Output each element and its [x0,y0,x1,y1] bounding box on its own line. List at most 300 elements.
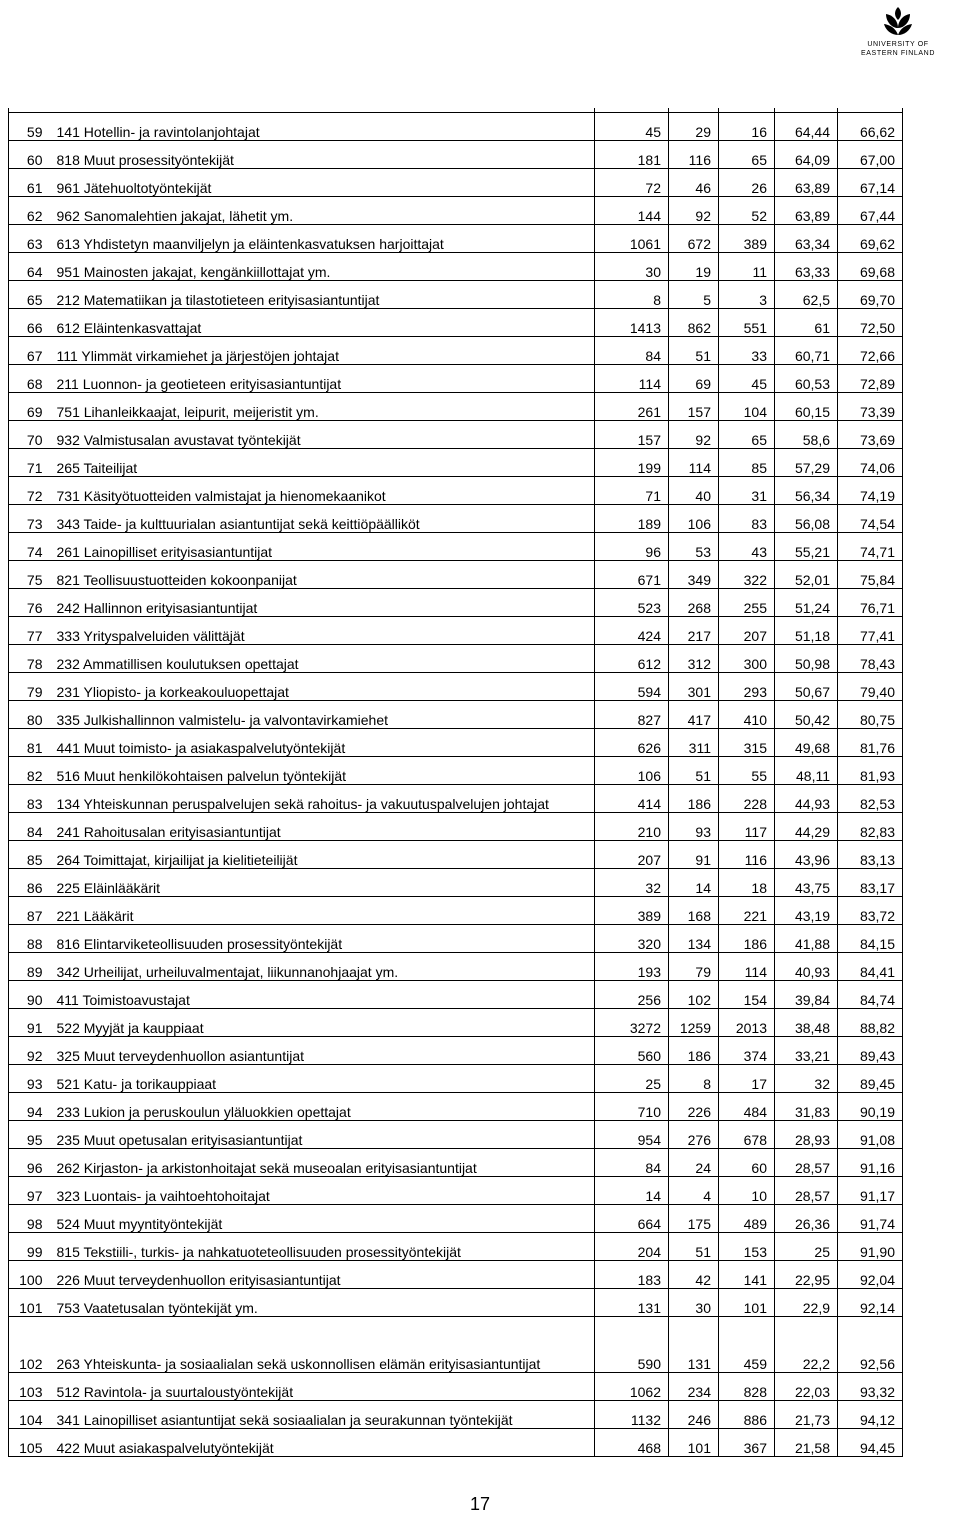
cumulative-cell: 89,45 [838,1065,903,1093]
cumulative-cell: 79,40 [838,673,903,701]
table-row [9,729,903,757]
percent-cell: 63,89 [775,197,838,225]
total-cell: 193 [595,953,669,981]
value-a-cell: 168 [669,897,719,925]
value-a-cell: 417 [669,701,719,729]
value-b-cell: 101 [719,1289,775,1317]
total-cell: 3272 [595,1009,669,1037]
table-row [9,449,903,477]
cumulative-cell: 72,50 [838,309,903,337]
cumulative-cell: 80,75 [838,701,903,729]
rank-cell: 74 [9,533,49,561]
value-b-cell: 489 [719,1205,775,1233]
percent-cell: 43,75 [775,869,838,897]
percent-cell: 22,03 [775,1373,838,1401]
table-row [9,365,903,393]
table-row [9,1317,903,1373]
occupation-cell: 231 Yliopisto- ja korkeakouluopettajat [49,673,595,701]
rank-cell: 89 [9,953,49,981]
occupation-cell: 233 Lukion ja peruskoulun yläluokkien opettajat [49,1093,595,1121]
value-b-cell: 207 [719,617,775,645]
table-row [9,1009,903,1037]
value-b-cell: 31 [719,477,775,505]
total-cell: 1061 [595,225,669,253]
value-b-cell: 828 [719,1373,775,1401]
value-a-cell: 46 [669,169,719,197]
value-a-cell: 101 [669,1429,719,1457]
table-row [9,1401,903,1429]
percent-cell: 63,34 [775,225,838,253]
occupation-cell: 211 Luonnon- ja geotieteen erityisasiantuntijat [49,365,595,393]
cumulative-cell: 92,56 [838,1317,903,1373]
value-a-cell: 349 [669,561,719,589]
total-cell: 827 [595,701,669,729]
percent-cell: 33,21 [775,1037,838,1065]
total-cell: 207 [595,841,669,869]
table-row [9,589,903,617]
rank-cell: 93 [9,1065,49,1093]
value-a-cell: 92 [669,197,719,225]
occupation-cell: 516 Muut henkilökohtaisen palvelun työntekijät [49,757,595,785]
rank-cell: 102 [9,1317,49,1373]
value-b-cell: 65 [719,141,775,169]
percent-cell: 22,95 [775,1261,838,1289]
occupation-cell: 141 Hotellin- ja ravintolanjohtajat [49,113,595,141]
occupation-cell: 242 Hallinnon erityisasiantuntijat [49,589,595,617]
total-cell: 1413 [595,309,669,337]
total-cell: 710 [595,1093,669,1121]
occupation-cell: 962 Sanomalehtien jakajat, lähetit ym. [49,197,595,225]
occupation-cell: 753 Vaatetusalan työntekijät ym. [49,1289,595,1317]
value-a-cell: 69 [669,365,719,393]
rank-cell: 97 [9,1177,49,1205]
percent-cell: 57,29 [775,449,838,477]
table-row [9,757,903,785]
percent-cell: 21,73 [775,1401,838,1429]
value-b-cell: 60 [719,1149,775,1177]
rank-cell: 92 [9,1037,49,1065]
table-row [9,869,903,897]
value-b-cell: 117 [719,813,775,841]
total-cell: 954 [595,1121,669,1149]
value-a-cell: 862 [669,309,719,337]
rank-cell: 75 [9,561,49,589]
value-a-cell: 51 [669,1233,719,1261]
rank-cell: 60 [9,141,49,169]
value-b-cell: 2013 [719,1009,775,1037]
value-b-cell: 255 [719,589,775,617]
percent-cell: 49,68 [775,729,838,757]
total-cell: 210 [595,813,669,841]
total-cell: 204 [595,1233,669,1261]
occupation-cell: 333 Yrityspalveluiden välittäjät [49,617,595,645]
cumulative-cell: 78,43 [838,645,903,673]
cumulative-cell: 67,14 [838,169,903,197]
table-row [9,113,903,141]
percent-cell: 63,89 [775,169,838,197]
value-b-cell: 33 [719,337,775,365]
rank-cell: 80 [9,701,49,729]
occupation-cell: 221 Lääkärit [49,897,595,925]
table-row [9,1205,903,1233]
logo-emblem-icon [878,4,918,38]
rank-cell: 66 [9,309,49,337]
rank-cell: 99 [9,1233,49,1261]
value-b-cell: 322 [719,561,775,589]
total-cell: 157 [595,421,669,449]
value-b-cell: 26 [719,169,775,197]
value-a-cell: 14 [669,869,719,897]
value-a-cell: 79 [669,953,719,981]
value-b-cell: 104 [719,393,775,421]
percent-cell: 39,84 [775,981,838,1009]
occupation-cell: 342 Urheilijat, urheiluvalmentajat, liikunnanohjaajat ym. [49,953,595,981]
rank-cell: 96 [9,1149,49,1177]
value-b-cell: 11 [719,253,775,281]
value-a-cell: 268 [669,589,719,617]
total-cell: 181 [595,141,669,169]
cumulative-cell: 91,16 [838,1149,903,1177]
rank-cell: 94 [9,1093,49,1121]
table-row [9,1261,903,1289]
total-cell: 96 [595,533,669,561]
value-a-cell: 19 [669,253,719,281]
table-row [9,673,903,701]
cumulative-cell: 69,62 [838,225,903,253]
rank-cell: 69 [9,393,49,421]
table-row [9,505,903,533]
value-b-cell: 374 [719,1037,775,1065]
value-a-cell: 106 [669,505,719,533]
value-a-cell: 5 [669,281,719,309]
percent-cell: 58,6 [775,421,838,449]
value-a-cell: 114 [669,449,719,477]
percent-cell: 44,29 [775,813,838,841]
total-cell: 414 [595,785,669,813]
cumulative-cell: 83,72 [838,897,903,925]
rank-cell: 87 [9,897,49,925]
value-a-cell: 234 [669,1373,719,1401]
occupation-cell: 261 Lainopilliset erityisasiantuntijat [49,533,595,561]
rank-cell: 68 [9,365,49,393]
table-row [9,897,903,925]
occupation-cell: 932 Valmistusalan avustavat työntekijät [49,421,595,449]
value-a-cell: 312 [669,645,719,673]
value-a-cell: 134 [669,925,719,953]
percent-cell: 28,57 [775,1177,838,1205]
value-b-cell: 410 [719,701,775,729]
occupation-cell: 225 Eläinlääkärit [49,869,595,897]
occupation-cell: 343 Taide- ja kulttuurialan asiantuntijat sekä keittiöpäälliköt [49,505,595,533]
percent-cell: 22,9 [775,1289,838,1317]
occupation-cell: 961 Jätehuoltotyöntekijät [49,169,595,197]
occupation-cell: 335 Julkishallinnon valmistelu- ja valvontavirkamiehet [49,701,595,729]
cumulative-cell: 84,74 [838,981,903,1009]
rank-cell: 101 [9,1289,49,1317]
percent-cell: 41,88 [775,925,838,953]
rank-cell: 62 [9,197,49,225]
value-a-cell: 1259 [669,1009,719,1037]
percent-cell: 50,98 [775,645,838,673]
total-cell: 32 [595,869,669,897]
value-b-cell: 389 [719,225,775,253]
cumulative-cell: 69,68 [838,253,903,281]
occupation-cell: 818 Muut prosessityöntekijät [49,141,595,169]
percent-cell: 43,19 [775,897,838,925]
table-row [9,225,903,253]
rank-cell: 76 [9,589,49,617]
cumulative-cell: 92,04 [838,1261,903,1289]
table-row [9,477,903,505]
value-b-cell: 154 [719,981,775,1009]
value-b-cell: 114 [719,953,775,981]
value-a-cell: 29 [669,113,719,141]
percent-cell: 60,15 [775,393,838,421]
total-cell: 671 [595,561,669,589]
occupation-cell: 235 Muut opetusalan erityisasiantuntijat [49,1121,595,1149]
cumulative-cell: 93,32 [838,1373,903,1401]
occupation-cell: 111 Ylimmät virkamiehet ja järjestöjen johtajat [49,337,595,365]
rank-cell: 70 [9,421,49,449]
cumulative-cell: 84,41 [838,953,903,981]
table-row [9,533,903,561]
rank-cell: 82 [9,757,49,785]
percent-cell: 26,36 [775,1205,838,1233]
occupation-cell: 226 Muut terveydenhuollon erityisasiantuntijat [49,1261,595,1289]
rank-cell: 103 [9,1373,49,1401]
occupation-cell: 263 Yhteiskunta- ja sosiaalialan sekä uskonnollisen elämän erityisasiantuntijat [49,1317,595,1373]
percent-cell: 63,33 [775,253,838,281]
occupation-cell: 262 Kirjaston- ja arkistonhoitajat sekä museoalan erityisasiantuntijat [49,1149,595,1177]
percent-cell: 25 [775,1233,838,1261]
value-a-cell: 157 [669,393,719,421]
occupation-cell: 411 Toimistoavustajat [49,981,595,1009]
value-a-cell: 175 [669,1205,719,1233]
value-a-cell: 93 [669,813,719,841]
rank-cell: 77 [9,617,49,645]
total-cell: 523 [595,589,669,617]
value-b-cell: 153 [719,1233,775,1261]
total-cell: 389 [595,897,669,925]
cumulative-cell: 67,44 [838,197,903,225]
cumulative-cell: 94,12 [838,1401,903,1429]
total-cell: 626 [595,729,669,757]
rank-cell: 71 [9,449,49,477]
cumulative-cell: 81,93 [838,757,903,785]
occupation-cell: 134 Yhteiskunnan peruspalvelujen sekä rahoitus- ja vakuutuspalvelujen johtajat [49,785,595,813]
occupation-cell: 441 Muut toimisto- ja asiakaspalvelutyöntekijät [49,729,595,757]
occupation-table [8,108,902,1457]
total-cell: 189 [595,505,669,533]
rank-cell: 67 [9,337,49,365]
value-b-cell: 83 [719,505,775,533]
value-a-cell: 672 [669,225,719,253]
value-a-cell: 102 [669,981,719,1009]
value-a-cell: 92 [669,421,719,449]
percent-cell: 62,5 [775,281,838,309]
occupation-cell: 265 Taiteilijat [49,449,595,477]
rank-cell: 59 [9,113,49,141]
occupation-cell: 323 Luontais- ja vaihtoehtohoitajat [49,1177,595,1205]
rank-cell: 105 [9,1429,49,1457]
occupation-cell: 422 Muut asiakaspalvelutyöntekijät [49,1429,595,1457]
rank-cell: 72 [9,477,49,505]
total-cell: 84 [595,337,669,365]
percent-cell: 56,34 [775,477,838,505]
value-b-cell: 484 [719,1093,775,1121]
cumulative-cell: 83,13 [838,841,903,869]
total-cell: 45 [595,113,669,141]
value-b-cell: 141 [719,1261,775,1289]
cumulative-cell: 73,39 [838,393,903,421]
total-cell: 131 [595,1289,669,1317]
total-cell: 424 [595,617,669,645]
value-a-cell: 51 [669,757,719,785]
rank-cell: 79 [9,673,49,701]
table-row [9,253,903,281]
percent-cell: 51,24 [775,589,838,617]
percent-cell: 48,11 [775,757,838,785]
value-a-cell: 311 [669,729,719,757]
table-row [9,393,903,421]
cumulative-cell: 82,83 [838,813,903,841]
total-cell: 590 [595,1317,669,1373]
table-row [9,281,903,309]
total-cell: 114 [595,365,669,393]
table-row [9,1121,903,1149]
rank-cell: 98 [9,1205,49,1233]
value-a-cell: 217 [669,617,719,645]
occupation-cell: 751 Lihanleikkaajat, leipurit, meijeristit ym. [49,393,595,421]
table-row [9,1289,903,1317]
logo-text-line1: UNIVERSITY OF [867,41,929,48]
cumulative-cell: 94,45 [838,1429,903,1457]
value-b-cell: 65 [719,421,775,449]
percent-cell: 43,96 [775,841,838,869]
cumulative-cell: 75,84 [838,561,903,589]
table-row [9,701,903,729]
table-row [9,1429,903,1457]
rank-cell: 90 [9,981,49,1009]
value-a-cell: 40 [669,477,719,505]
occupation-cell: 232 Ammatillisen koulutuksen opettajat [49,645,595,673]
value-a-cell: 246 [669,1401,719,1429]
value-b-cell: 228 [719,785,775,813]
value-b-cell: 85 [719,449,775,477]
total-cell: 594 [595,673,669,701]
percent-cell: 22,2 [775,1317,838,1373]
cumulative-cell: 73,69 [838,421,903,449]
percent-cell: 28,93 [775,1121,838,1149]
cumulative-cell: 74,54 [838,505,903,533]
value-b-cell: 18 [719,869,775,897]
cumulative-cell: 76,71 [838,589,903,617]
occupation-cell: 731 Käsityötuotteiden valmistajat ja hienomekaanikot [49,477,595,505]
rank-cell: 63 [9,225,49,253]
occupation-cell: 512 Ravintola- ja suurtaloustyöntekijät [49,1373,595,1401]
percent-cell: 64,09 [775,141,838,169]
table-row [9,1065,903,1093]
value-a-cell: 24 [669,1149,719,1177]
rank-cell: 85 [9,841,49,869]
table-row [9,421,903,449]
value-b-cell: 678 [719,1121,775,1149]
value-a-cell: 131 [669,1317,719,1373]
cumulative-cell: 82,53 [838,785,903,813]
table-row [9,645,903,673]
table-row [9,1177,903,1205]
percent-cell: 28,57 [775,1149,838,1177]
value-b-cell: 17 [719,1065,775,1093]
value-a-cell: 30 [669,1289,719,1317]
rank-cell: 64 [9,253,49,281]
table-row [9,337,903,365]
total-cell: 144 [595,197,669,225]
cumulative-cell: 92,14 [838,1289,903,1317]
logo-text-line2: EASTERN FINLAND [861,50,935,57]
value-a-cell: 51 [669,337,719,365]
total-cell: 256 [595,981,669,1009]
rank-cell: 95 [9,1121,49,1149]
value-b-cell: 10 [719,1177,775,1205]
cumulative-cell: 91,74 [838,1205,903,1233]
total-cell: 71 [595,477,669,505]
value-b-cell: 886 [719,1401,775,1429]
cumulative-cell: 83,17 [838,869,903,897]
percent-cell: 40,93 [775,953,838,981]
value-b-cell: 116 [719,841,775,869]
cumulative-cell: 72,66 [838,337,903,365]
cumulative-cell: 74,19 [838,477,903,505]
percent-cell: 44,93 [775,785,838,813]
rank-cell: 73 [9,505,49,533]
occupation-cell: 524 Muut myyntityöntekijät [49,1205,595,1233]
table-row [9,1093,903,1121]
value-b-cell: 315 [719,729,775,757]
total-cell: 1132 [595,1401,669,1429]
cumulative-cell: 81,76 [838,729,903,757]
occupation-cell: 612 Eläintenkasvattajat [49,309,595,337]
percent-cell: 50,42 [775,701,838,729]
value-a-cell: 8 [669,1065,719,1093]
cumulative-cell: 72,89 [838,365,903,393]
total-cell: 560 [595,1037,669,1065]
table-row [9,981,903,1009]
table-row [9,561,903,589]
value-a-cell: 91 [669,841,719,869]
occupation-cell: 522 Myyjät ja kauppiaat [49,1009,595,1037]
percent-cell: 38,48 [775,1009,838,1037]
percent-cell: 61 [775,309,838,337]
percent-cell: 60,71 [775,337,838,365]
occupation-cell: 212 Matematiikan ja tilastotieteen erityisasiantuntijat [49,281,595,309]
percent-cell: 56,08 [775,505,838,533]
total-cell: 8 [595,281,669,309]
percent-cell: 31,83 [775,1093,838,1121]
percent-cell: 21,58 [775,1429,838,1457]
value-a-cell: 53 [669,533,719,561]
cumulative-cell: 84,15 [838,925,903,953]
total-cell: 72 [595,169,669,197]
table-row [9,1037,903,1065]
value-b-cell: 186 [719,925,775,953]
cumulative-cell: 88,82 [838,1009,903,1037]
occupation-cell: 821 Teollisuustuotteiden kokoonpanijat [49,561,595,589]
total-cell: 1062 [595,1373,669,1401]
rank-cell: 61 [9,169,49,197]
percent-cell: 52,01 [775,561,838,589]
table-row [9,1233,903,1261]
